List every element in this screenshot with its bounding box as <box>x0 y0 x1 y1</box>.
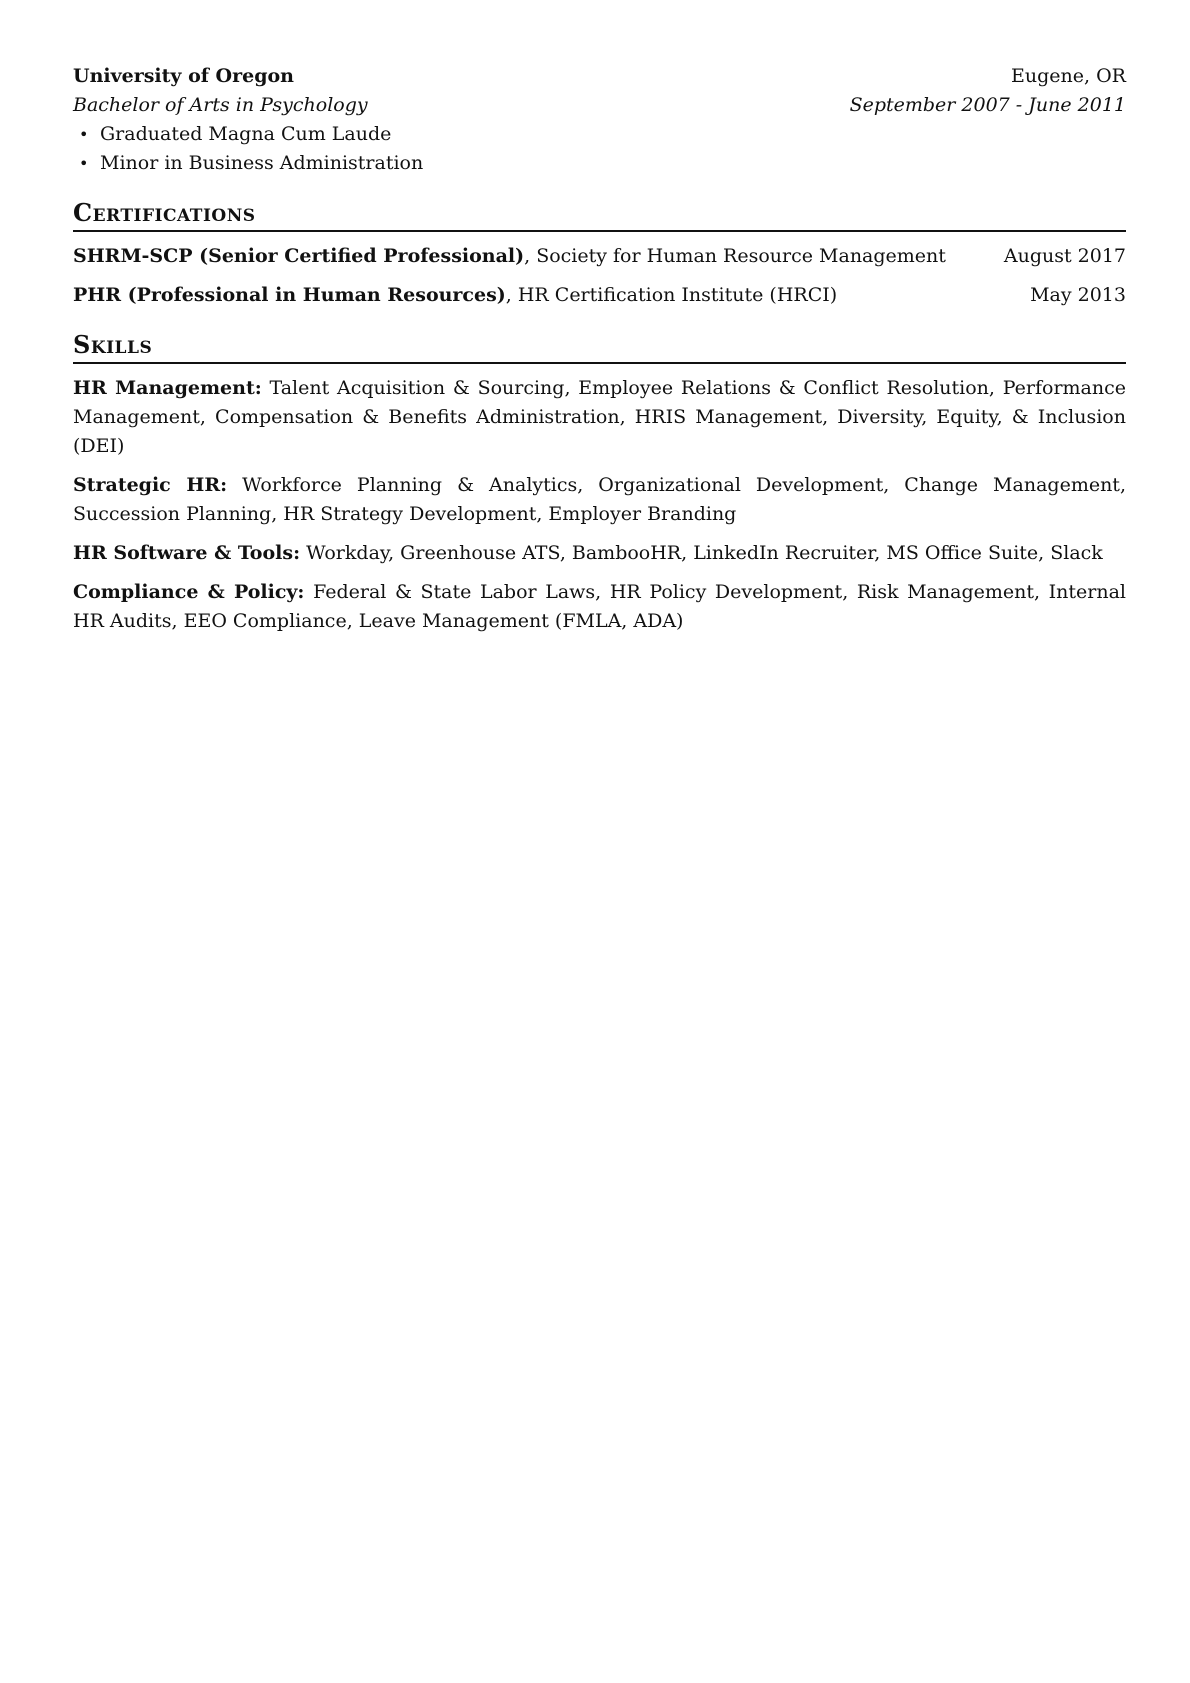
degree-title: Bachelor of Arts in Psychology <box>73 94 368 116</box>
certification-issuer: , Society for Human Resource Management <box>524 245 946 267</box>
skill-group-text: Workday, Greenhouse ATS, BambooHR, LinkedIn Recruiter, MS Office Suite, Slack <box>300 542 1103 564</box>
certifications-heading: Certifications <box>73 198 1126 232</box>
certification-name: SHRM-SCP (Senior Certified Professional) <box>73 245 525 267</box>
resume-page <box>73 62 1126 636</box>
certification-issuer: , HR Certification Institute (HRCI) <box>505 284 838 306</box>
education-degree-row <box>73 91 1126 120</box>
skill-group <box>73 578 1126 636</box>
certification-item <box>73 242 1126 271</box>
skill-group-text: Workforce Planning & Analytics, Organizational Development, Change Management, Succession Planning, HR Strategy Development, Employer Branding <box>73 474 1126 525</box>
school-location: Eugene, OR <box>1011 65 1126 87</box>
education-entry <box>73 62 1126 178</box>
education-bullets <box>73 120 1126 178</box>
certifications-list <box>73 242 1126 310</box>
education-dates: September 2007 - June 2011 <box>849 94 1126 116</box>
skill-group-label: Strategic HR: <box>73 474 228 496</box>
skill-group <box>73 374 1126 461</box>
certification-item <box>73 281 1126 310</box>
certification-date: August 2017 <box>1003 245 1126 267</box>
skill-group-text: Talent Acquisition & Sourcing, Employee Relations & Conflict Resolution, Performance Management, Compensation & Benefits Administration, HRIS Management, Diversity, Equity, & Inclusion (DEI) <box>73 377 1126 457</box>
skill-group-label: HR Software & Tools: <box>73 542 301 564</box>
certification-date: May 2013 <box>1030 284 1126 306</box>
list-item: • Minor in Business Administration <box>73 149 1126 178</box>
skills-list <box>73 374 1126 636</box>
education-header-row <box>73 62 1126 91</box>
skills-heading: Skills <box>73 330 1126 364</box>
school-name: University of Oregon <box>73 65 294 87</box>
list-item: • Graduated Magna Cum Laude <box>73 120 1126 149</box>
skill-group <box>73 471 1126 529</box>
certification-title <box>73 242 946 271</box>
skill-group-text: Federal & State Labor Laws, HR Policy Development, Risk Management, Internal HR Audits, EEO Compliance, Leave Management (FMLA, ADA) <box>73 581 1126 632</box>
certification-title <box>73 281 837 310</box>
skill-group <box>73 539 1126 568</box>
skill-group-label: Compliance & Policy: <box>73 581 305 603</box>
certification-name: PHR (Professional in Human Resources) <box>73 284 506 306</box>
skill-group-label: HR Management: <box>73 377 262 399</box>
